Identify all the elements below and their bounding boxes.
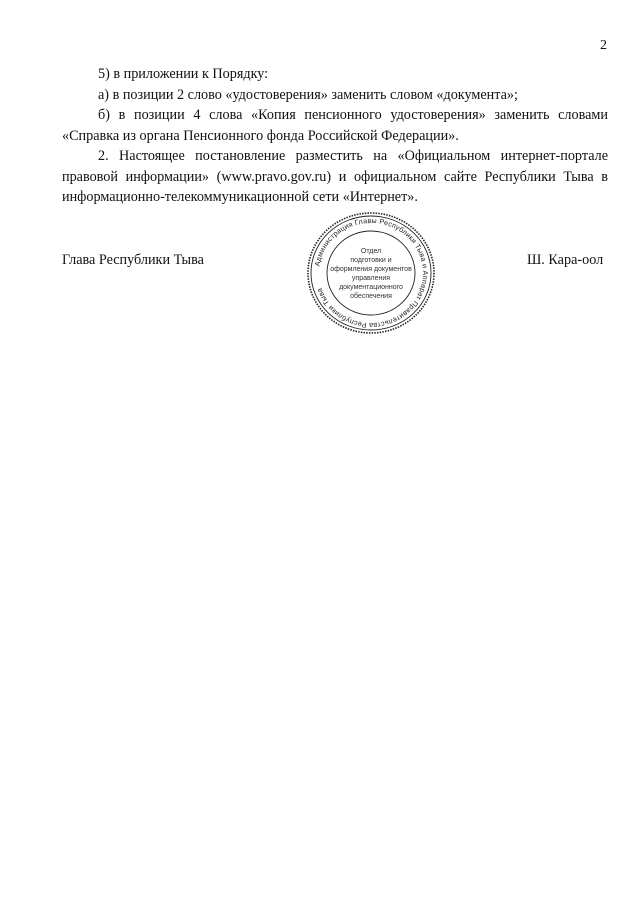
seal-center-line: Отдел [360,248,382,255]
paragraph-item-b: б) в позиции 4 слова «Копия пенсионного удостоверения» заменить словами «Справка из органа Пенсионного фонда Российской Федерации». [62,107,608,144]
paragraph-appendix-heading: 5) в приложении к Порядку: [98,66,269,82]
document-body [62,64,608,208]
paragraph-publication: 2. Настоящее постановление разместить на «Официальном интернет-портале правовой информации» (www.pravo.gov.ru) и официальном сайте Республики Тыва в информационно-телекоммуникационной сети «Интернет». [62,148,608,205]
paragraph-item-a: а) в позиции 2 слово «удостоверения» заменить словом «документа»; [98,86,518,103]
official-seal [305,210,437,336]
signature-name: Ш. Кара-оол [527,252,604,268]
seal-center-line: оформления документов [330,266,412,273]
seal-center-line: подготовки и [350,257,392,264]
signature-position: Глава Республики Тыва [62,252,204,268]
seal-center-line: управления [351,275,391,282]
page-number: 2 [600,38,607,53]
seal-center-line: обеспечения [350,293,392,300]
seal-inner-ring [327,231,415,315]
seal-center-line: документационного [339,284,403,291]
seal-ring-text: Администрация Главы Республики Тыва и Аппарат Правительства Республики Тыва [312,215,431,331]
